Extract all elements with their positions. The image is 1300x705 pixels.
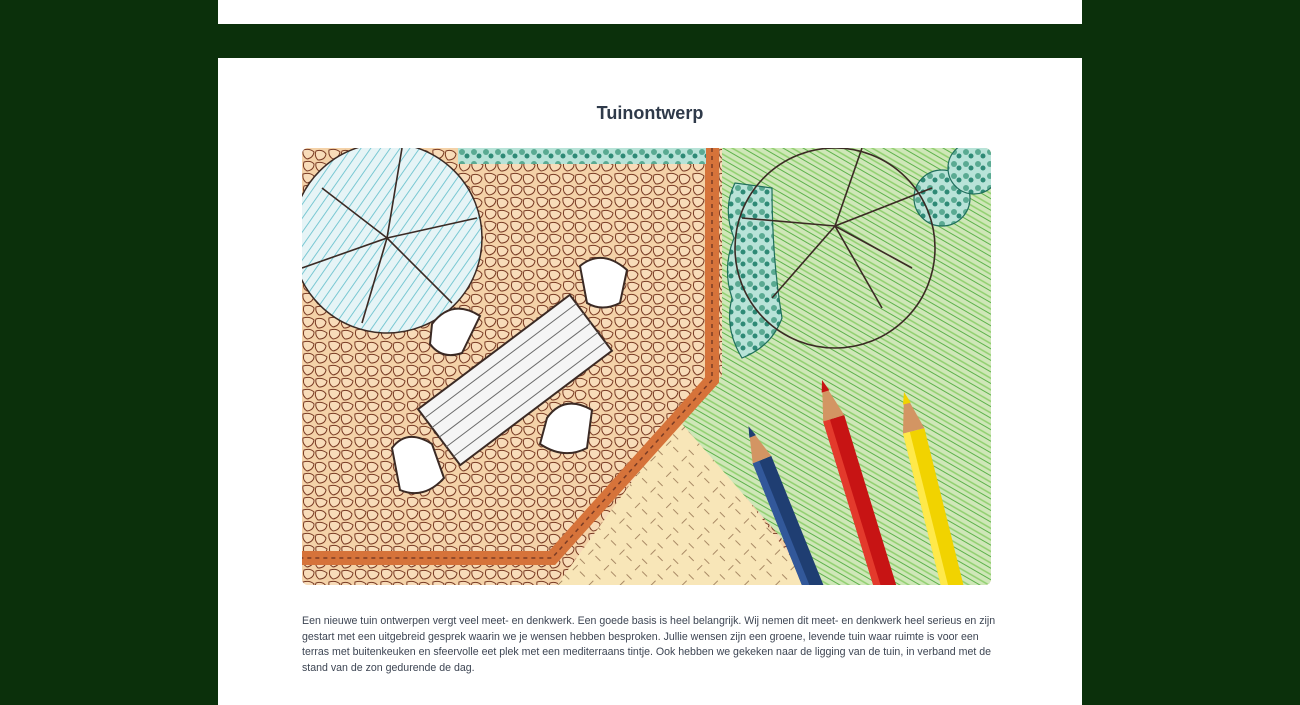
content-card <box>218 58 1082 705</box>
top-card <box>218 0 1082 24</box>
intro-paragraph: Een nieuwe tuin ontwerpen vergt veel meet- en denkwerk. Een goede basis is heel belangrijk. Wij nemen dit meet- en denkwerk heel serieus en zijn gestart met een uitgebreid gesprek waarin we je wensen hebben besproken. Jullie wensen zijn een groene, levende tuin waar ruimte is voor een terras met buitenkeuken en sfeervolle eet plek met een mediterraans tintje. Ook hebben we gekeken naar de ligging van de tuin, in verband met de stand van de zon gedurende de dag. <box>302 615 996 674</box>
garden-design-image <box>302 148 991 585</box>
page-title: Tuinontwerp <box>596 103 704 123</box>
